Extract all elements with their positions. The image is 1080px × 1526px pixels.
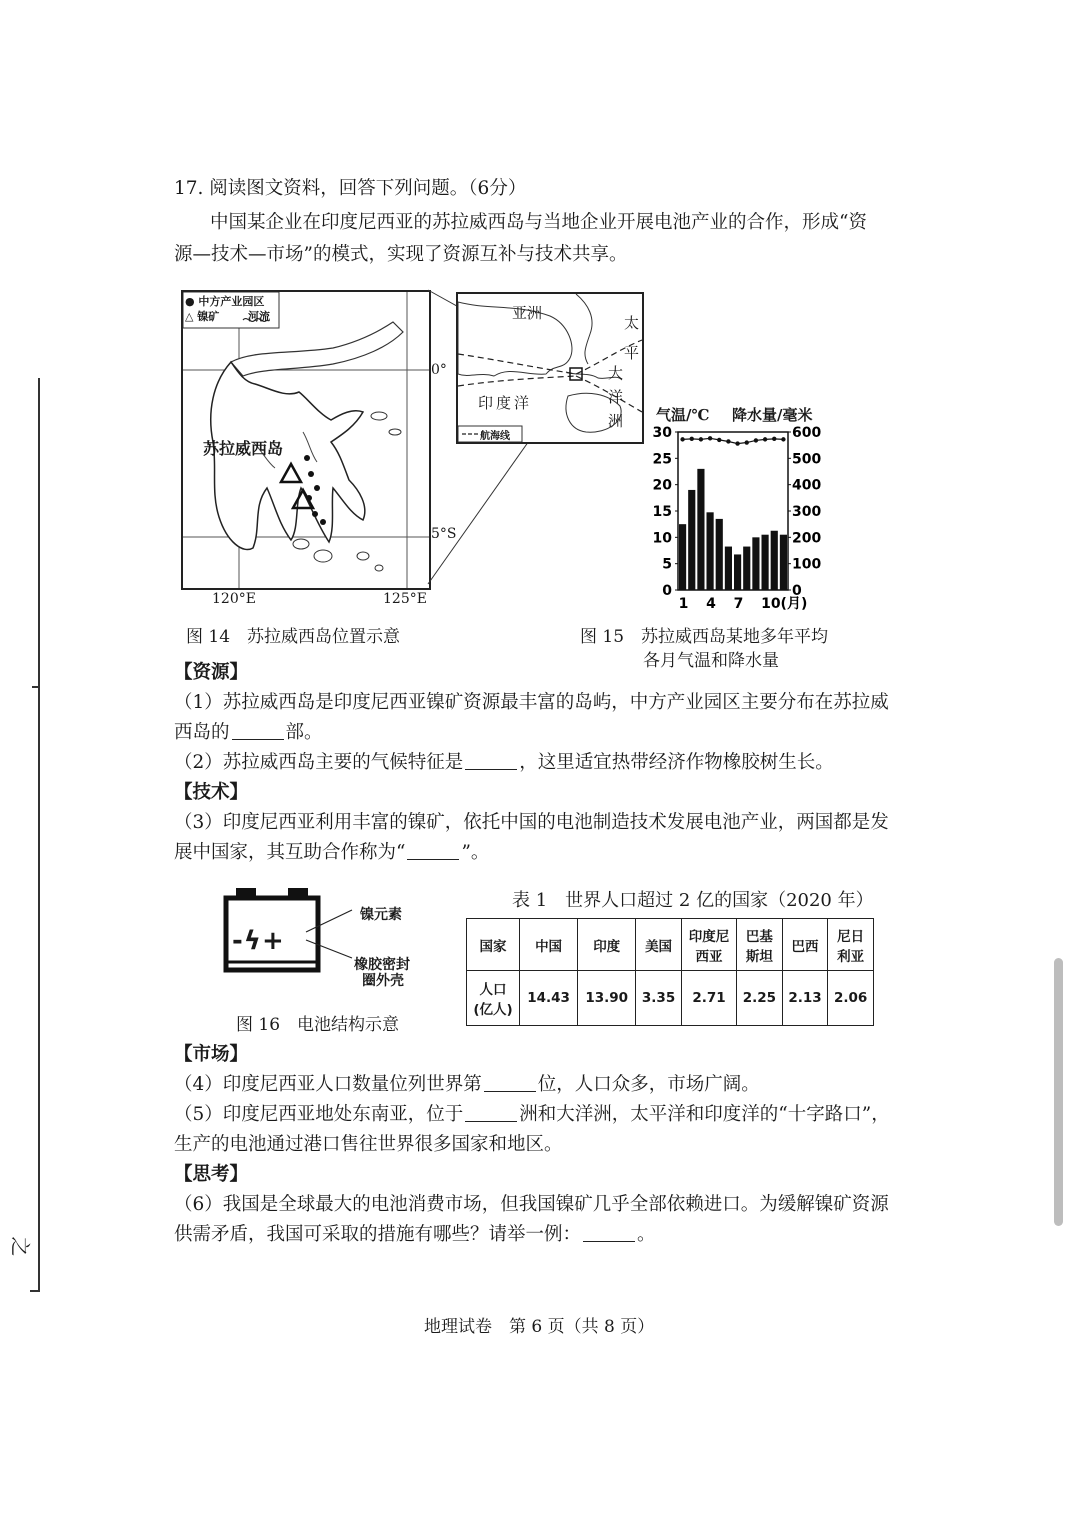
q1-pre: 西岛的: [174, 722, 230, 743]
temperature-point: [754, 438, 758, 442]
month-tick-label: 10(月): [761, 596, 808, 612]
temp-tick-label: 5: [662, 556, 672, 573]
q5-line-2: 生产的电池通过港口售往世界很多国家和地区。: [174, 1134, 563, 1155]
battery-label-nickel: 镍元素: [360, 907, 402, 923]
month-tick-label: 4: [706, 596, 716, 612]
q6-answer-blank[interactable]: [583, 1223, 635, 1242]
temp-tick-label: 15: [652, 504, 672, 520]
battery-label-rubber-2: 圈外壳: [362, 973, 404, 989]
q5-post: 洲和大洋洲，太平洋和印度洋的“十字路口”，: [519, 1104, 890, 1125]
temperature-point: [726, 439, 730, 443]
battery-label-rubber-1: 橡胶密封: [354, 957, 410, 973]
fig14-caption: 图 14 苏拉威西岛位置示意: [186, 627, 401, 647]
precip-tick-label: 500: [792, 451, 822, 468]
precip-bar: [707, 512, 714, 590]
q2-line: [174, 748, 834, 778]
legend-mine: △ 镍矿: [185, 310, 220, 323]
precip-bar: [697, 469, 704, 590]
chart-right-axis-label: 降水量/毫米: [732, 406, 813, 424]
intro-line-1: 中国某企业在印度尼西亚的苏拉威西岛与当地企业开展电池产业的合作，形成“资: [210, 212, 867, 233]
precip-tick-label: 400: [792, 477, 822, 494]
q4-post: 位，人口众多，市场广阔。: [537, 1074, 760, 1095]
precip-bar: [743, 547, 750, 590]
intro-line-2: 源—技术—市场”的模式，实现了资源互补与技术共享。: [174, 244, 628, 265]
q1-post: 部。: [285, 722, 323, 743]
temp-tick-label: 0: [662, 583, 672, 599]
temperature-point: [690, 437, 694, 441]
fig15-caption-1: 图 15 苏拉威西岛某地多年平均: [580, 627, 829, 647]
table-country: 美国: [636, 919, 682, 971]
section-resource: 【资源】: [174, 662, 249, 683]
legend-park: ● 中方产业园区: [185, 295, 265, 308]
q1-answer-blank[interactable]: [232, 721, 284, 740]
precip-tick-label: 600: [792, 425, 822, 441]
lat-0-label: 0°: [431, 362, 447, 378]
temp-tick-label: 25: [652, 451, 672, 468]
precip-bar: [679, 524, 686, 590]
q5-answer-blank[interactable]: [465, 1103, 517, 1122]
table-country: 巴基 斯坦: [737, 919, 783, 971]
table-header-label: 国家: [467, 919, 520, 971]
temperature-point: [699, 437, 703, 441]
q3-line-2: [174, 838, 489, 868]
table-cell: 2.13: [782, 971, 828, 1026]
margin-line: [38, 378, 40, 1290]
q4-line: [174, 1070, 760, 1100]
section-think: 【思考】: [174, 1164, 249, 1185]
population-table: [466, 918, 874, 1026]
precip-bar: [752, 537, 759, 590]
table-country: 印度尼 西亚: [681, 919, 736, 971]
inset-oceania-1: 大: [608, 364, 624, 382]
q3-answer-blank[interactable]: [407, 841, 459, 860]
temperature-line: [683, 438, 784, 443]
inset-oceania-3: 洲: [608, 412, 624, 430]
q6-line-2: [174, 1220, 656, 1250]
lon-120-label: 120°E: [212, 591, 256, 607]
table-cell: 2.25: [737, 971, 783, 1026]
lon-125-label: 125°E: [383, 591, 427, 607]
temperature-point: [745, 440, 749, 444]
question-heading: 17. 阅读图文资料，回答下列问题。（6分）: [174, 178, 527, 199]
precip-tick-label: 100: [792, 556, 822, 573]
q2-post: ，这里适宜热带经济作物橡胶树生长。: [519, 752, 834, 773]
table-cell: 14.43: [520, 971, 578, 1026]
table-cell: 2.71: [681, 971, 736, 1026]
precip-bar: [734, 554, 741, 590]
section-market: 【市场】: [174, 1044, 249, 1065]
q6-pre: 供需矛盾，我国可采取的措施有哪些？请举一例：: [174, 1224, 582, 1245]
temp-tick-label: 10: [652, 530, 672, 547]
climate-chart: [640, 420, 830, 620]
precip-tick-label: 0: [792, 583, 802, 599]
table-value-row: [467, 971, 874, 1026]
inset-indian-ocean: 印度洋: [478, 394, 533, 412]
margin-char: 之: [8, 1236, 33, 1257]
section-tech: 【技术】: [174, 782, 249, 803]
temperature-point: [763, 437, 767, 441]
temperature-point: [735, 441, 739, 445]
precip-tick-label: 300: [792, 504, 822, 520]
table-country: 巴西: [782, 919, 828, 971]
q6-line-1: （6）我国是全球最大的电池消费市场，但我国镍矿几乎全部依赖进口。为缓解镍矿资源: [174, 1194, 889, 1215]
month-tick-label: 7: [733, 596, 744, 612]
table-country: 尼日 利亚: [828, 919, 874, 971]
q3-pre: 展中国家，其互助合作称为“: [174, 842, 406, 863]
table-cell: 13.90: [578, 971, 636, 1026]
page-footer: 地理试卷 第 6 页（共 8 页）: [424, 1317, 655, 1337]
inset-asia: 亚洲: [512, 304, 543, 322]
inset-oceania-2: 洋: [608, 388, 624, 406]
temperature-point: [680, 437, 684, 441]
precip-bar: [688, 490, 695, 590]
table-header-row: [467, 919, 874, 971]
precip-bar: [725, 547, 732, 590]
table-country: 中国: [520, 919, 578, 971]
fig16-caption: 图 16 电池结构示意: [236, 1015, 400, 1035]
margin-tick-bottom: [30, 1290, 40, 1292]
precip-tick-label: 200: [792, 530, 822, 547]
margin-tick: [32, 686, 40, 688]
table-cell: 3.35: [636, 971, 682, 1026]
q3-line-1: （3）印度尼西亚利用丰富的镍矿，依托中国的电池制造技术发展电池产业，两国都是发: [174, 812, 889, 833]
table1-title: 表 1 世界人口超过 2 亿的国家（2020 年）: [512, 890, 874, 911]
table-country: 印度: [578, 919, 636, 971]
precip-bar: [780, 535, 787, 590]
precip-bar: [762, 535, 769, 590]
battery-symbol: -ϟ+: [232, 926, 285, 956]
month-tick-label: 1: [678, 596, 689, 612]
inset-route-legend: 航海线: [480, 431, 510, 442]
q1-line-2: [174, 718, 323, 748]
scrollbar-thumb[interactable]: [1054, 958, 1063, 1226]
precip-bar: [716, 519, 723, 590]
q5-pre: （5）印度尼西亚地处东南亚，位于: [174, 1104, 464, 1125]
fig15-caption-2: 各月气温和降水量: [643, 651, 779, 671]
precip-bar: [771, 531, 778, 590]
inset-pacific-1: 太: [624, 314, 640, 332]
temperature-point: [772, 437, 776, 441]
table-row-label: 人口 (亿人): [467, 971, 520, 1026]
temperature-point: [717, 438, 721, 442]
temp-tick-label: 30: [652, 425, 672, 441]
north-arm: [231, 322, 403, 376]
temp-tick-label: 20: [652, 477, 672, 494]
table-cell: 2.06: [828, 971, 874, 1026]
q2-pre: （2）苏拉威西岛主要的气候特征是: [174, 752, 464, 773]
q2-answer-blank[interactable]: [465, 751, 517, 770]
temperature-point: [708, 436, 712, 440]
chart-left-axis-label: 气温/℃: [656, 406, 710, 424]
q6-post: 。: [637, 1224, 656, 1245]
inset-pacific-2: 平: [624, 344, 640, 362]
q4-answer-blank[interactable]: [484, 1073, 536, 1092]
legend-river: 河流: [248, 310, 270, 323]
q4-pre: （4）印度尼西亚人口数量位列世界第: [174, 1074, 482, 1095]
temperature-point: [781, 437, 785, 441]
lat-5s-label: 5°S: [431, 526, 457, 542]
island-label: 苏拉威西岛: [203, 439, 284, 458]
q1-line-1: （1）苏拉威西岛是印度尼西亚镍矿资源最丰富的岛屿，中方产业园区主要分布在苏拉威: [174, 692, 889, 713]
q3-post: ”。: [461, 842, 490, 863]
q5-line-1: [174, 1100, 890, 1130]
